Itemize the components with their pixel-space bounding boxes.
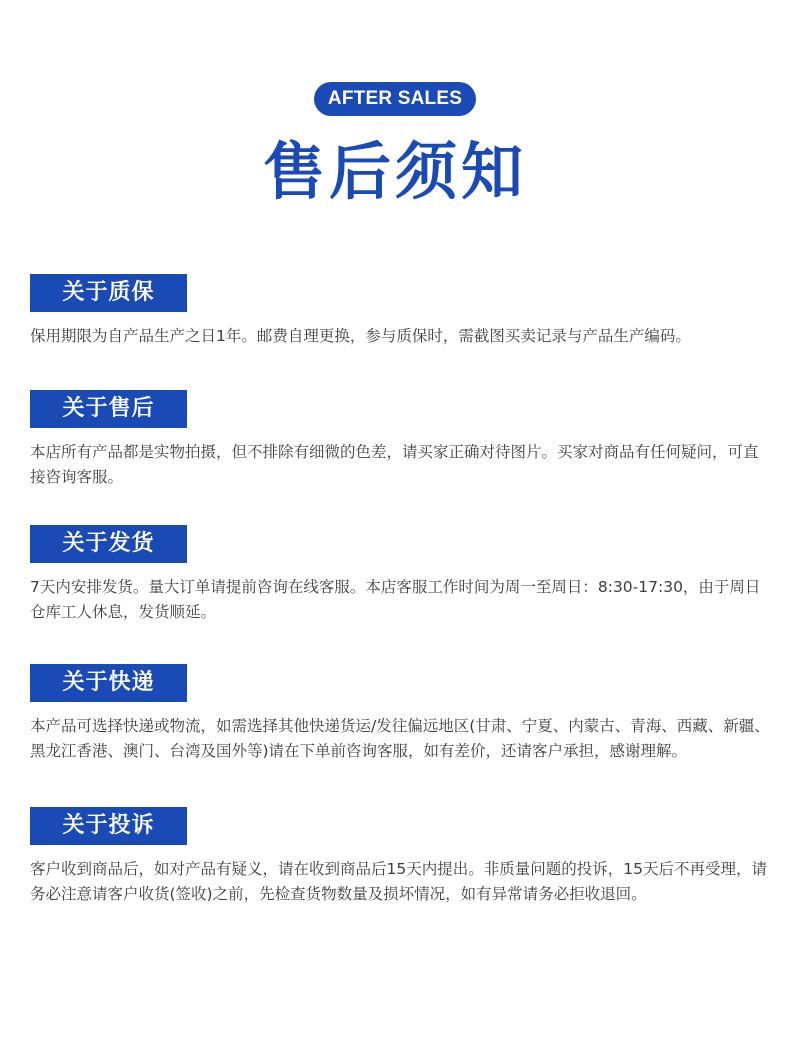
section-warranty bbox=[30, 274, 770, 349]
section-text-express: 本产品可选择快递或物流，如需选择其他快递货运/发往偏远地区(甘肃、宁夏、内蒙古、青海、西藏、新疆、黑龙江香港、澳门、台湾及国外等)请在下单前咨询客服，如有差价，还请客户承担，感谢理解。 bbox=[30, 717, 770, 760]
page-title: 售后须知 bbox=[262, 135, 527, 208]
section-label-after-sales: 关于售后 bbox=[30, 390, 187, 428]
section-label-complaints: 关于投诉 bbox=[30, 807, 187, 845]
section-label-express: 关于快递 bbox=[30, 664, 187, 702]
section-text-complaints: 客户收到商品后，如对产品有疑义，请在收到商品后15天内提出。非质量问题的投诉，15天后不再受理，请务必注意请客户收货(签收)之前，先检查货物数量及损坏情况，如有异常请务必拒收退回。 bbox=[30, 860, 767, 903]
section-text-shipping: 7天内安排发货。量大订单请提前咨询在线客服。本店客服工作时间为周一至周日：8:30-17:30，由于周日仓库工人休息，发货顺延。 bbox=[30, 578, 761, 621]
section-complaints bbox=[30, 807, 770, 907]
section-shipping bbox=[30, 525, 770, 625]
section-label-warranty: 关于质保 bbox=[30, 274, 187, 312]
section-express bbox=[30, 664, 770, 764]
after-sales-badge: AFTER SALES bbox=[314, 82, 476, 116]
section-label-shipping: 关于发货 bbox=[30, 525, 187, 563]
section-text-after-sales: 本店所有产品都是实物拍摄，但不排除有细微的色差，请买家正确对待图片。买家对商品有任何疑问，可直接咨询客服。 bbox=[30, 443, 759, 486]
section-after-sales bbox=[30, 390, 770, 490]
section-text-warranty: 保用期限为自产品生产之日1年。邮费自理更换，参与质保时，需截图买卖记录与产品生产编码。 bbox=[30, 327, 691, 345]
